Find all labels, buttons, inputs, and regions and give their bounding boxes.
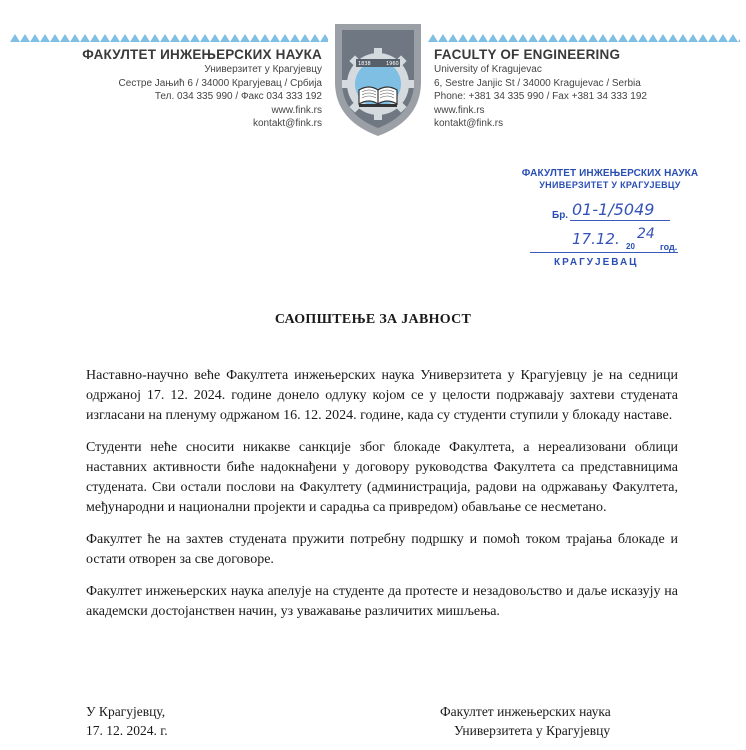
document-date: 17. 12. 2024. г. — [86, 723, 168, 738]
paragraph: Наставно-научно веће Факултета инжењерских наука Универзитета у Крагујевцу је на седници одржаној 17. 12. 2024. године донело одлуку којом се у целости подржавају захтеви студената изгласани на пленуму одржаном 16. 12. 2024. године, када су студенти ступили у блокаду наставе. — [86, 368, 678, 423]
header-left — [82, 46, 322, 131]
paragraph: Факултет инжењерских наука апелује на студенте да протесте и незадовољство и даље исказују на академски достојанствен начин, уз уважавање различитих мишљења. — [86, 584, 678, 619]
stamp-faculty: ФАКУЛТЕТ ИНЖЕЊЕРСКИХ НАУКА — [521, 168, 699, 179]
stamp-year-handwritten: 24 — [637, 226, 655, 242]
address-latin: 6, Sestre Janjic St / 34000 Kragujevac / Serbia — [434, 77, 641, 89]
stamp-university: УНИВЕРЗИТЕТ У КРАГУЈЕВЦУ — [539, 180, 681, 190]
place: У Крагујевцу, — [86, 704, 166, 719]
web-link-left[interactable]: www.fink.rs — [271, 104, 322, 116]
email-link-left[interactable]: kontakt@fink.rs — [252, 118, 322, 129]
signatory-block — [440, 702, 611, 740]
stamp-date-handwritten: 17.12. — [572, 230, 620, 248]
stamp-number-label: Бр. — [552, 210, 569, 221]
university-cyrillic: Универзитет у Крагујевцу — [204, 64, 322, 75]
phone-cyrillic: Тел. 034 335 990 / Факс 034 333 192 — [154, 91, 322, 102]
paragraph: Факултет ће на захтев студената пружити потребну подршку и помоћ током трајања блокаде и остати отворен за све договоре. — [86, 532, 678, 567]
faculty-emblem-logo — [331, 20, 425, 138]
faculty-name-cyrillic: ФАКУЛТЕТ ИНЖЕЊЕРСКИХ НАУКА — [82, 47, 322, 62]
address-cyrillic: Сестре Јањић 6 / 34000 Крагујевац / Србија — [118, 77, 322, 89]
stamp-year-prefix: 20 — [626, 242, 635, 251]
book-icon — [359, 87, 397, 107]
web-link-right[interactable]: www.fink.rs — [434, 104, 485, 116]
emblem-year-left: 1838 — [358, 61, 371, 67]
place-date-block — [86, 702, 168, 740]
document-body — [86, 366, 678, 634]
header-right — [434, 46, 647, 131]
paragraph: Студенти неће сносити никакве санкције због блокаде Факултета, а нереализовани облици наставних активности биће надокнађени у договору руководства Факултета са представницима студената. Сви остали послови на Факултету (администрација, радови на одржавању Факултета, међународни и национални пројекти и сарадња са привредом) обављање се несметано. — [86, 440, 678, 515]
stamp-number-handwritten: 01-1/5049 — [572, 200, 655, 219]
header-border-right — [428, 32, 740, 42]
header-border-left — [10, 32, 328, 42]
registry-stamp — [510, 168, 710, 268]
email-link-right[interactable]: kontakt@fink.rs — [434, 118, 504, 129]
signatory-line2: Универзитета у Крагујевцу — [454, 723, 611, 738]
emblem-year-right: 1960 — [386, 61, 399, 67]
gear-icon — [342, 48, 414, 120]
stamp-city: КРАГУЈЕВАЦ — [554, 257, 639, 268]
stamp-year-label: год. — [660, 242, 678, 252]
phone-latin: Phone: +381 34 335 990 / Fax +381 34 333 192 — [434, 91, 647, 102]
faculty-name-latin: FACULTY OF ENGINEERING — [434, 47, 621, 62]
university-latin: University of Kragujevac — [434, 64, 542, 75]
signatory-line1: Факултет инжењерских наука — [440, 704, 611, 719]
document-title: САОПШТЕЊЕ ЗА ЈАВНОСТ — [274, 312, 472, 327]
